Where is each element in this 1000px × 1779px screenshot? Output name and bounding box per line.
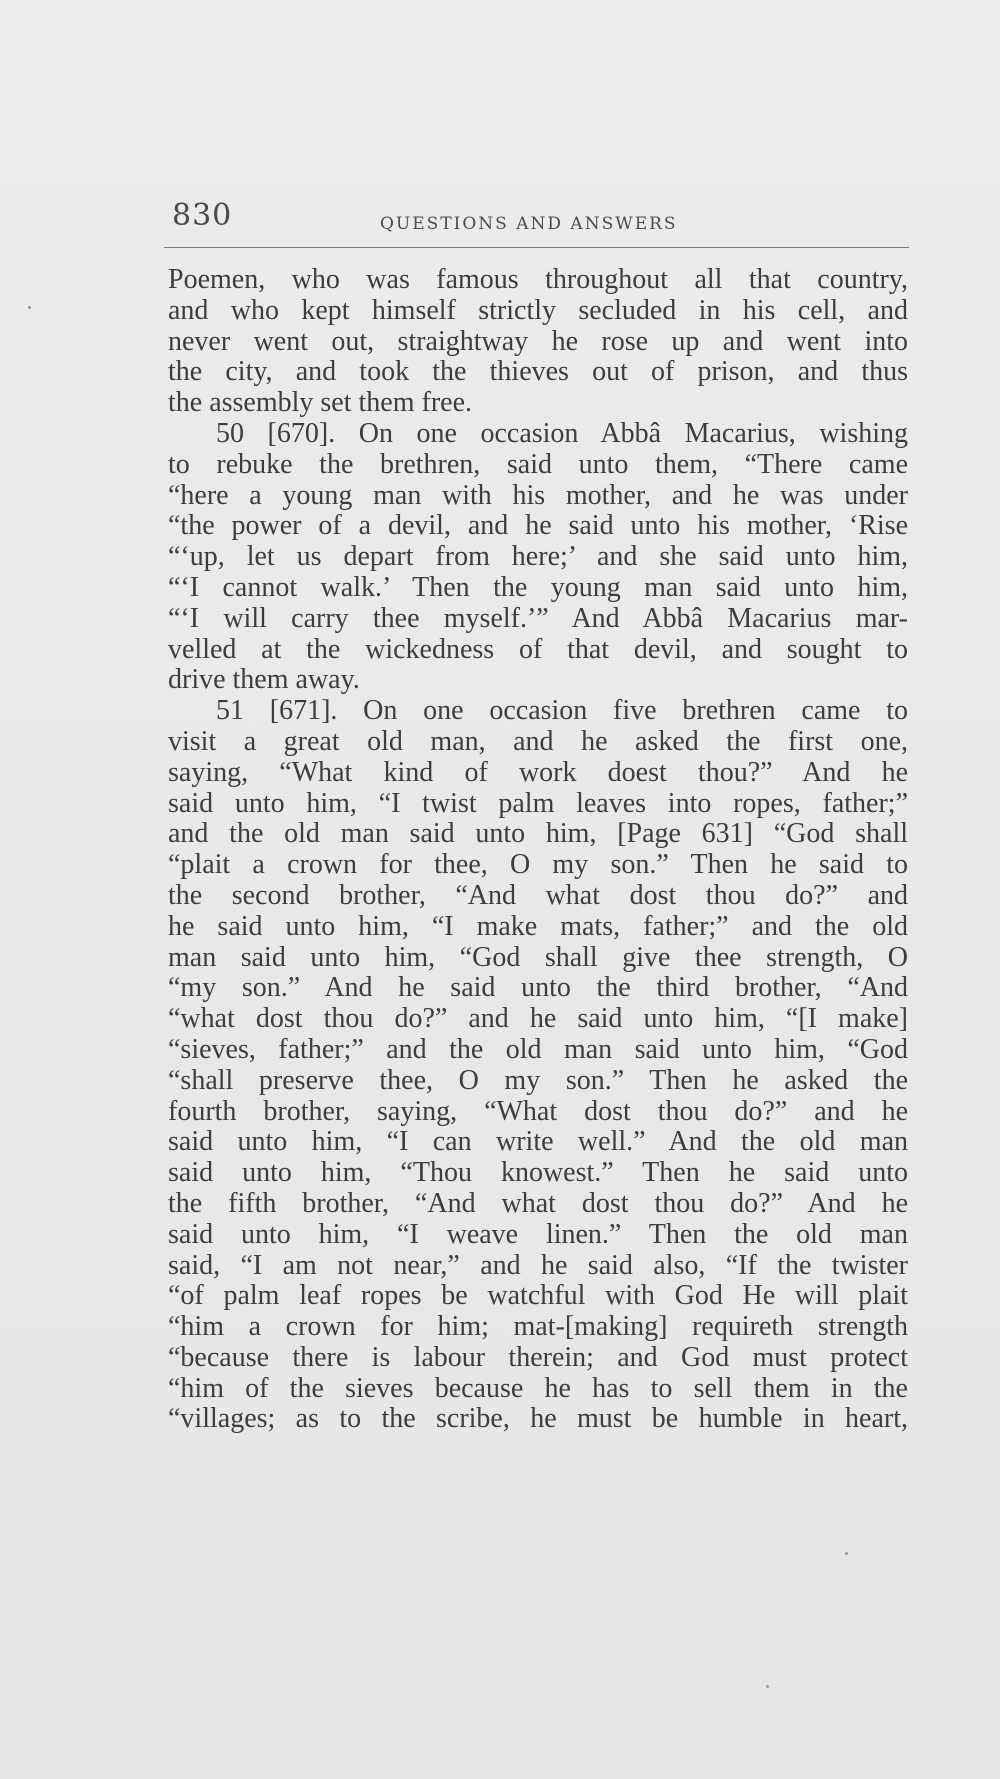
text-line: “him a crown for him; mat-[making] requireth strength xyxy=(168,1311,908,1343)
text-line: “‘I cannot walk.’ Then the young man said unto him, xyxy=(168,571,908,603)
text-line: fourth brother, saying, “What dost thou do?” and he xyxy=(168,1095,908,1127)
text-line: “villages; as to the scribe, he must be humble in heart, xyxy=(168,1403,908,1435)
text-line: “plait a crown for thee, O my son.” Then he said to xyxy=(168,849,908,881)
text-line: “sieves, father;” and the old man said unto him, “God xyxy=(168,1033,908,1065)
text-line: “my son.” And he said unto the third brother, “And xyxy=(168,972,908,1004)
page-number: 830 xyxy=(172,198,233,233)
text-line: “what dost thou do?” and he said unto him, “[I make] xyxy=(168,1003,908,1035)
text-line: said, “I am not near,” and he said also, “If the twister xyxy=(168,1249,908,1281)
text-line: said unto him, “I can write well.” And the old man xyxy=(168,1126,908,1158)
text-line: and who kept himself strictly secluded in his cell, and xyxy=(168,294,908,326)
text-line: never went out, straightway he rose up and went into xyxy=(168,325,908,357)
text-line: velled at the wickedness of that devil, and sought to xyxy=(168,633,908,665)
text-line: he said unto him, “I make mats, father;” and the old xyxy=(168,910,908,942)
running-head: QUESTIONS AND ANSWERS xyxy=(380,214,678,234)
text-line: visit a great old man, and he asked the first one, xyxy=(168,725,908,757)
text-line: Poemen, who was famous throughout all that country, xyxy=(168,264,908,295)
text-line: “‘I will carry thee myself.’” And Abbâ Macarius mar- xyxy=(168,602,908,634)
text-line: the assembly set them free. xyxy=(168,387,473,419)
text-line: drive them away. xyxy=(168,664,360,696)
text-line: said unto him, “I twist palm leaves into ropes, father;” xyxy=(168,787,908,819)
text-line: “the power of a devil, and he said unto his mother, ‘Rise xyxy=(168,510,908,542)
text-line: “here a young man with his mother, and he was under xyxy=(168,479,908,511)
text-line: said unto him, “Thou knowest.” Then he said unto xyxy=(168,1157,908,1189)
text-line: to rebuke the brethren, said unto them, “There came xyxy=(168,448,908,480)
header-rule xyxy=(164,247,909,248)
text-line: the fifth brother, “And what dost thou do?” And he xyxy=(168,1187,908,1219)
body-text xyxy=(168,265,908,1435)
text-line: “of palm leaf ropes be watchful with God He will plait xyxy=(168,1280,908,1312)
paper-speck xyxy=(766,1685,769,1688)
page-header xyxy=(172,198,907,238)
text-line: “because there is labour therein; and God must protect xyxy=(168,1341,908,1373)
paper-speck xyxy=(845,1552,848,1555)
text-line: the second brother, “And what dost thou do?” and xyxy=(168,879,908,911)
paragraph-start-line: 50 [670]. On one occasion Abbâ Macarius, wishing xyxy=(216,417,908,449)
text-line: said unto him, “I weave linen.” Then the old man xyxy=(168,1218,908,1250)
text-line: man said unto him, “God shall give thee strength, O xyxy=(168,941,908,973)
paper-speck xyxy=(28,306,31,309)
text-line: “‘up, let us depart from here;’ and she said unto him, xyxy=(168,541,908,573)
text-line: “shall preserve thee, O my son.” Then he asked the xyxy=(168,1064,908,1096)
text-line: and the old man said unto him, [Page 631] “God shall xyxy=(168,818,908,850)
text-line: saying, “What kind of work doest thou?” And he xyxy=(168,756,908,788)
paragraph-start-line: 51 [671]. On one occasion five brethren came to xyxy=(216,695,908,727)
text-line: “him of the sieves because he has to sell them in the xyxy=(168,1372,908,1404)
text-line: the city, and took the thieves out of prison, and thus xyxy=(168,356,908,388)
